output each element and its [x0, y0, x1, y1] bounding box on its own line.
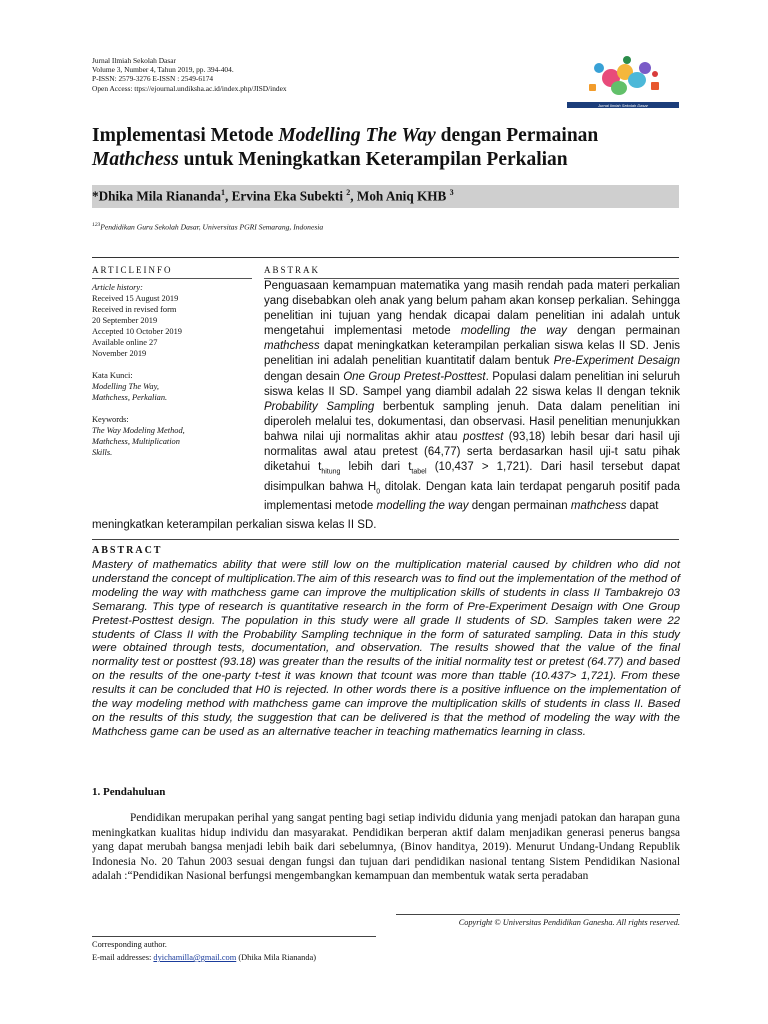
abstrak-heading: ABSTRAK — [264, 265, 321, 275]
abstrak-text: mathchess — [264, 340, 320, 353]
author-1-sup: 1 — [220, 188, 225, 197]
abstract-body: Mastery of mathematics ability that were still low on the multiplication material caused by children who did not understand the concept of multiplication.The aim of this research was to find out the implementation of the method of modeling the way with mathchess game can improve the multiplication skills of students in class II Tambakrejo 03 Semarang. This type of research is quantitative research in the form of Pre-Experiment Desaign with One Group Pretest-Posttest design. The population in this study were all grade II students of SD. Samples taken were 22 students of Class II with the Probability Sampling technique in the form of saturated sampling. Data in this study were obtained through tests, documentation, and observation. The results showed that the value of the final normality test or posttest (93.18) was greater than the results of the initial normality test or pretest (64.77) and based on the results of the one-party t-test it was known that tcount was more than ttable (10.437> 1,721). From these results it can be concluded that H0 is rejected. In other words there is a positive influence on the implementation of the way modeling method with mathchess game can improve the multiplication skills of students in class II. Based on the results of this study, the suggestion that can be delivered is that the method of modeling the way with the Mathchess game can be used as an alternative teacher in teaching mathematics learning in class. — [92, 559, 680, 738]
affiliation-text: Pendidikan Guru Sekolah Dasar, Universitas PGRI Semarang, Indonesia — [100, 222, 324, 232]
abstract-heading: ABSTRACT — [92, 545, 163, 556]
abstrak-text: dapat — [626, 499, 659, 512]
divider — [92, 539, 679, 540]
abstrak-text: Penguasaan kemampuan matematika yang masih rendah pada materi perkalian yang disebabkan oleh anak yang belum paham akan konsep perkalian. Sehingga penelitian ini tujuan yang hendak dicapai dalam penelitian ini adalah untuk mengetahui implementasi metode — [264, 280, 680, 338]
abstrak-last-line: meningkatkan keterampilan perkalian siswa kelas II SD. — [92, 519, 377, 531]
intro-paragraph: Pendidikan merupakan perihal yang sangat penting bagi setiap individu didunia yang menjadi patokan dan harapan guna meningkatkan kualitas hidup individu dan masyarakat. Pendidikan berperan aktif dalam menjadikan generasi penerus bangsa yang dapat merubah bangsa menjadi lebih baik dari sebelumnya, (Binov handitya, 2019). Menurut Undang-Undang Republik Indonesia No. 20 Tahun 2003 sesuai dengan fungsi dan tujuan dari pendidikan nasional tentang Sistem Pendidikan Nasional adalah :“Pendidikan Nasional berfungsi mengembangkan kemampuan dan membentuk watak serta peradaban — [92, 812, 680, 883]
title-part-2: Modelling The Way — [278, 125, 436, 146]
abstrak-text: Probability Sampling — [264, 400, 375, 413]
journal-issn: P-ISSN: 2579-3276 E-ISSN : 2549-6174 — [92, 74, 214, 84]
abstrak-text: modelling the way — [376, 499, 469, 512]
abstrak-text: posttest — [463, 430, 504, 443]
author-3: , Moh Aniq KHB — [350, 188, 450, 204]
journal-volume: Volume 3, Number 4, Tahun 2019, pp. 394-404. — [92, 65, 234, 75]
kata-kunci-1: Modelling The Way, — [92, 382, 159, 391]
authors — [92, 188, 454, 204]
abstrak-text: . Populasi dalam penelitian ini seluruh siswa kelas II SD. Sampel yang diambil adalah 22 siswa kelas II dengan teknik — [264, 370, 680, 398]
journal-name: Jurnal Ilmiah Sekolah Dasar — [92, 56, 176, 65]
article-info — [92, 282, 252, 458]
kata-kunci-2: Mathchess, Perkalian. — [92, 393, 168, 402]
keywords-2: Mathchess, Multiplication — [92, 437, 180, 446]
title-part-1: Implementasi Metode — [92, 125, 279, 146]
journal-open-access[interactable]: Open Access: ttps://ejournal.undiksha.ac.id/index.php/JISD/index — [92, 83, 287, 93]
revised-line-1: Received in revised form — [92, 305, 177, 314]
divider — [92, 936, 376, 937]
keywords-3: Skills. — [92, 448, 113, 457]
article-info-heading: ARTICLEINFO — [92, 265, 173, 275]
title-part-3: dengan Permainan — [435, 125, 599, 146]
abstrak-text: modelling the way — [460, 325, 567, 338]
title-part-4: Mathchess — [92, 149, 179, 170]
divider — [92, 257, 679, 258]
abstrak-text: (93,18) lebih besar dari hasil uji normalitas awal atau pretest (64,77) serta berdasarkan hasil uji-t satu pihak diketahui t — [264, 430, 680, 474]
email-link[interactable]: dyichamilla@gmail.com — [153, 953, 237, 962]
divider — [92, 278, 252, 279]
affiliation-sup: 123 — [92, 222, 101, 228]
affiliation — [92, 222, 323, 232]
email-line — [92, 953, 316, 962]
abstrak-text: mathchess — [570, 499, 627, 512]
abstrak-text: One Group Pretest-Posttest — [343, 370, 486, 383]
title-part-5: untuk Meningkatkan Keterampilan Perkalian — [178, 149, 568, 170]
abstrak-text: dengan desain — [264, 370, 344, 383]
email-owner: (Dhika Mila Riananda) — [236, 953, 317, 962]
keywords-1: The Way Modeling Method, — [92, 426, 185, 435]
abstrak-text: dapat meningkatkan keterampilan perkalian siswa kelas II SD. Jenis penelitian ini adalah penelitian kuantitatif dalam bentuk — [264, 340, 680, 368]
section-heading: 1. Pendahuluan — [92, 786, 166, 798]
revised-line-2: 20 September 2019 — [92, 316, 158, 325]
author-2: , Ervina Eka Subekti — [224, 188, 347, 204]
online-line-1: Available online 27 — [92, 338, 158, 347]
journal-logo — [567, 46, 679, 110]
corresponding-author-label: Corresponding author. — [92, 940, 167, 949]
abstrak-subscript: tabel — [411, 468, 427, 476]
kata-kunci-label: Kata Kunci: — [92, 371, 133, 380]
keywords-label: Keywords: — [92, 415, 129, 424]
abstrak-body — [264, 279, 680, 514]
abstrak-text: lebih dari t — [340, 461, 412, 474]
article-title — [92, 124, 692, 172]
abstrak-subscript: hitung — [321, 468, 341, 476]
journal-logo-caption: Jurnal Ilmiah Sekolah Dasar — [597, 103, 649, 108]
author-3-sup: 3 — [449, 188, 454, 197]
divider — [396, 914, 680, 915]
accepted-date: Accepted 10 October 2019 — [92, 327, 182, 336]
authors-bar — [92, 185, 679, 208]
journal-header — [92, 56, 552, 93]
author-2-sup: 2 — [346, 188, 351, 197]
abstrak-text: ditolak. Dengan kata lain terdapat pengaruh positif pada implementasi metode — [264, 480, 681, 512]
author-1: *Dhika Mila Riananda — [92, 188, 221, 204]
abstrak-subscript: 0 — [376, 487, 381, 495]
copyright-notice: Copyright © Universitas Pendidikan Ganesha. All rights reserved. — [458, 918, 680, 927]
abstrak-text: (10,437 > 1,721). Dari hasil tersebut dapat disimpulkan bahwa H — [264, 461, 680, 493]
abstrak-text: Pre-Experiment Desaign — [553, 355, 680, 368]
abstrak-text: berbentuk sampling jenuh. Data dalam penelitian ini diperoleh melalui tes, dokumentasi, dan observasi. Hasil penelitian menunjukkan bahwa nilai uji normalitas akhir atau — [264, 400, 680, 443]
history-label: Article history: — [92, 283, 143, 292]
abstrak-text: dengan permainan — [468, 499, 571, 512]
email-label: E-mail addresses: — [92, 953, 154, 962]
received-date: Received 15 August 2019 — [92, 294, 179, 303]
online-line-2: November 2019 — [92, 349, 147, 358]
abstrak-text: dengan permainan — [566, 325, 680, 338]
